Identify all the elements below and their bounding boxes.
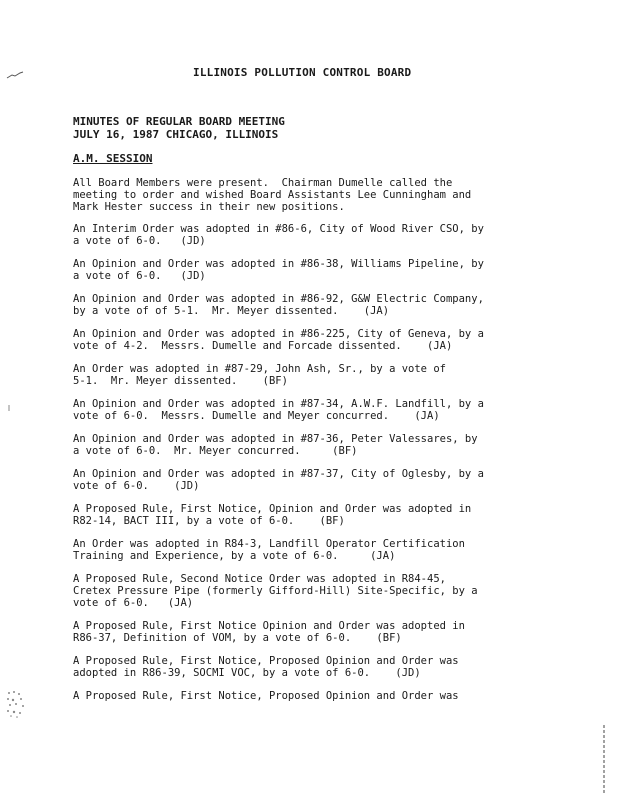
session-label: A.M. SESSION	[73, 152, 153, 165]
minutes-paragraph: An Opinion and Order was adopted in #87-37, City of Oglesby, by a vote of 6-0. (JD)	[73, 468, 484, 492]
meeting-heading-line: MINUTES OF REGULAR BOARD MEETING	[73, 115, 285, 128]
stamp-smudge-icon	[5, 690, 27, 718]
minutes-paragraph: A Proposed Rule, First Notice, Proposed Opinion and Order was	[73, 690, 459, 702]
minutes-paragraph: An Opinion and Order was adopted in #86-38, Williams Pipeline, by a vote of 6-0. (JD)	[73, 258, 484, 282]
scan-mark-icon	[6, 70, 24, 80]
minutes-body	[73, 177, 548, 713]
minutes-paragraph: A Proposed Rule, First Notice, Opinion and Order was adopted in R82-14, BACT III, by a vote of 6-0. (BF)	[73, 503, 472, 527]
minutes-paragraph: An Interim Order was adopted in #86-6, City of Wood River CSO, by a vote of 6-0. (JD)	[73, 223, 484, 247]
meeting-heading	[73, 115, 285, 141]
minutes-paragraph: An Opinion and Order was adopted in #87-34, A.W.F. Landfill, by a vote of 6-0. Messrs. Dumelle and Meyer concurred. (JA)	[73, 398, 484, 422]
minutes-paragraph: An Opinion and Order was adopted in #86-92, G&W Electric Company, by a vote of of 5-1. Mr. Meyer dissented. (JA)	[73, 293, 484, 317]
meeting-heading-line: JULY 16, 1987 CHICAGO, ILLINOIS	[73, 128, 279, 141]
minutes-paragraph: All Board Members were present. Chairman Dumelle called the meeting to order and wished Board Assistants Lee Cunningham and Mark Hester success in their new positions.	[73, 177, 472, 213]
document-title: ILLINOIS POLLUTION CONTROL BOARD	[193, 66, 412, 79]
scan-edge-icon	[600, 725, 608, 795]
minutes-paragraph: A Proposed Rule, Second Notice Order was adopted in R84-45, Cretex Pressure Pipe (formerly Gifford-Hill) Site-Specific, by a vote of 6-0. (JA)	[73, 573, 478, 609]
minutes-paragraph: A Proposed Rule, First Notice, Proposed Opinion and Order was adopted in R86-39, SOCMI VOC, by a vote of 6-0. (JD)	[73, 655, 459, 679]
minutes-paragraph: An Opinion and Order was adopted in #86-225, City of Geneva, by a vote of 4-2. Messrs. Dumelle and Forcade dissented. (JA)	[73, 328, 484, 352]
minutes-paragraph: An Order was adopted in #87-29, John Ash, Sr., by a vote of 5-1. Mr. Meyer dissented. (BF)	[73, 363, 446, 387]
scan-tick-icon	[7, 405, 11, 411]
minutes-paragraph: An Opinion and Order was adopted in #87-36, Peter Valessares, by a vote of 6-0. Mr. Meyer concurred. (BF)	[73, 433, 478, 457]
minutes-paragraph: An Order was adopted in R84-3, Landfill Operator Certification Training and Experience, by a vote of 6-0. (JA)	[73, 538, 465, 562]
minutes-paragraph: A Proposed Rule, First Notice Opinion and Order was adopted in R86-37, Definition of VOM, by a vote of 6-0. (BF)	[73, 620, 465, 644]
